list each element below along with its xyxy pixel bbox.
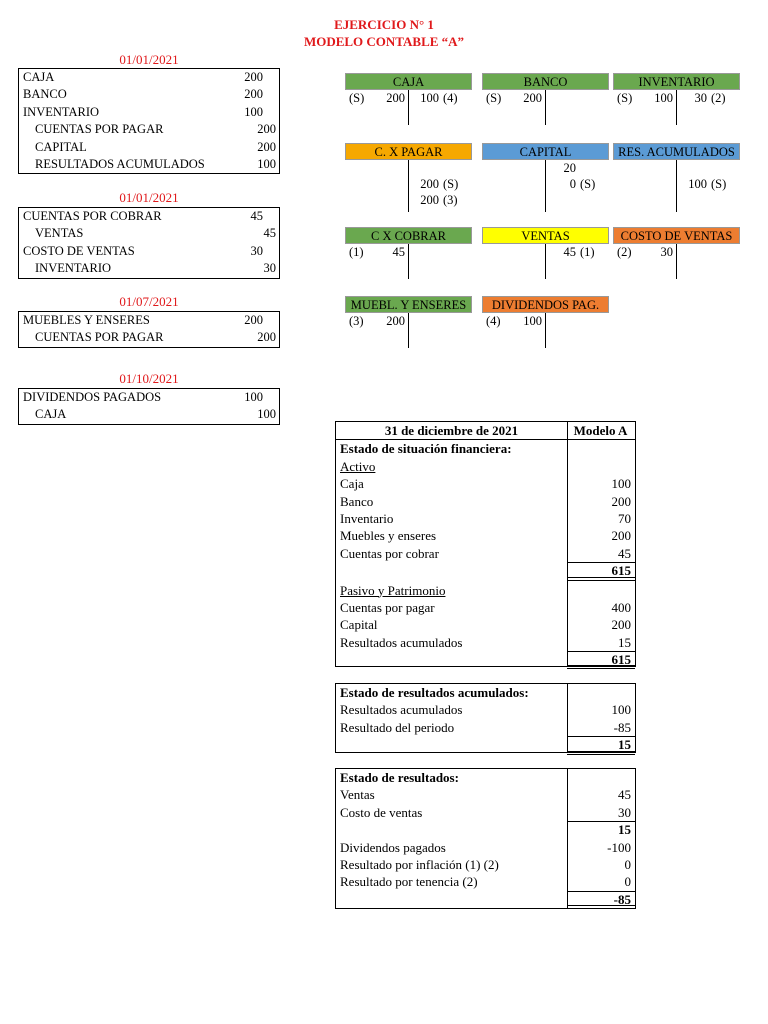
journal-credit: 200	[257, 330, 276, 345]
t-account-header: VENTAS	[482, 227, 609, 244]
t-credit-value: 20	[563, 161, 576, 175]
t-debit-value: 45	[392, 245, 405, 259]
journal-row	[19, 389, 279, 406]
journal-date-2: 01/01/2021	[119, 190, 179, 205]
balance-date: 31 de diciembre de 2021	[384, 423, 519, 438]
t-credit-value: 45	[563, 245, 576, 259]
journal-account: VENTAS	[35, 226, 84, 241]
t-account-header: BANCO	[482, 73, 609, 90]
balance-model: Modelo A	[573, 423, 628, 438]
journal-account: CAPITAL	[35, 139, 87, 154]
journal-row	[19, 104, 279, 121]
journal-account: INVENTARIO	[35, 261, 112, 276]
journal-credit: 100	[257, 407, 276, 422]
item-label: Resultado del periodo	[340, 719, 455, 735]
journal-account: MUEBLES Y ENSERES	[23, 313, 150, 327]
t-credit-value: 0	[569, 177, 576, 191]
item-label: Costo de ventas	[340, 804, 423, 820]
journal-debit: 200	[244, 87, 263, 102]
retained-heading: Estado de resultados acumulados:	[340, 685, 529, 700]
journal-account: DIVIDENDOS PAGADOS	[23, 390, 162, 404]
journal-date-3: 01/07/2021	[119, 294, 179, 309]
item-label: Banco	[340, 493, 374, 509]
journal-row	[19, 69, 279, 86]
income-total: -85	[613, 891, 631, 907]
journal-credit: 45	[263, 226, 276, 241]
t-credit-value: 200	[420, 193, 439, 207]
t-debit-value: 200	[523, 91, 542, 105]
t-credit-label: (1)	[580, 245, 595, 259]
t-credit-label: (3)	[443, 193, 458, 207]
t-debit-value: 30	[660, 245, 673, 259]
model-title: MODELO CONTABLE “A”	[303, 34, 465, 49]
assets-label: Activo	[340, 458, 376, 474]
t-credit-label: (2)	[711, 91, 726, 105]
t-account-header: CAPITAL	[482, 143, 609, 160]
retained-total: 15	[618, 737, 631, 753]
item-value: 15	[618, 634, 631, 650]
balance-sheet	[335, 421, 636, 667]
income-heading: Estado de resultados:	[340, 770, 459, 785]
t-debit-label: (3)	[349, 314, 364, 328]
item-value: 400	[611, 599, 631, 615]
t-debit-value: 100	[523, 314, 542, 328]
item-value: 0	[624, 874, 631, 890]
balance-heading: Estado de situación financiera:	[340, 441, 512, 457]
journal-account: BANCO	[23, 87, 67, 102]
list-item	[336, 616, 635, 633]
journal-debit: 200	[244, 70, 263, 84]
item-value: -85	[613, 719, 631, 735]
t-credit-value: 100	[420, 91, 439, 105]
journal-row	[19, 208, 279, 225]
income-statement	[335, 768, 636, 909]
item-label: Cuentas por pagar	[340, 599, 435, 615]
journal-row	[19, 121, 279, 138]
t-account-caja	[345, 73, 472, 125]
list-item	[336, 804, 635, 821]
item-label: Caja	[340, 476, 364, 492]
t-account-header: C. X PAGAR	[345, 143, 472, 160]
retained-earnings-statement	[335, 683, 636, 753]
journal-debit: 100	[244, 390, 263, 404]
t-account-capital	[482, 143, 609, 212]
item-value: 100	[611, 702, 631, 718]
t-account-costo-ventas	[613, 227, 740, 279]
item-value: 70	[618, 510, 631, 526]
t-debit-value: 100	[654, 91, 673, 105]
t-debit-value: 200	[386, 314, 405, 328]
t-credit-label: (S)	[711, 177, 727, 191]
t-account-dividendos	[482, 296, 609, 348]
item-label: Resultado por tenencia (2)	[340, 874, 478, 890]
item-label: Resultados acumulados	[340, 634, 463, 650]
t-account-banco	[482, 73, 609, 125]
t-debit-label: (2)	[617, 245, 632, 259]
t-account-inventario	[613, 73, 740, 125]
item-value: 45	[618, 545, 631, 561]
item-label: Capital	[340, 617, 378, 633]
journal-credit: 30	[263, 261, 276, 276]
journal-account: CAJA	[35, 407, 67, 422]
t-credit-value: 30	[694, 91, 707, 105]
t-credit-value: 200	[420, 177, 439, 191]
journal-debit: 45	[250, 209, 263, 223]
item-value: 100	[611, 476, 631, 492]
journal-entry-4	[18, 388, 280, 425]
t-account-header: CAJA	[345, 73, 472, 90]
item-label: Inventario	[340, 510, 394, 526]
journal-account: CUENTAS POR COBRAR	[23, 209, 162, 223]
journal-row	[19, 86, 279, 103]
t-account-cxcobrar	[345, 227, 472, 279]
journal-row	[19, 156, 279, 173]
t-debit-label: (1)	[349, 245, 364, 259]
t-credit-label: (S)	[580, 177, 596, 191]
item-label: Resultados acumulados	[340, 702, 463, 718]
t-debit-label: (S)	[349, 91, 365, 105]
t-credit-value: 100	[688, 177, 707, 191]
list-item	[336, 701, 635, 718]
journal-debit: 100	[244, 104, 263, 119]
journal-account: CUENTAS POR PAGAR	[35, 122, 164, 137]
t-account-muebles	[345, 296, 472, 348]
journal-row	[19, 243, 279, 260]
list-item	[336, 510, 635, 527]
t-account-res-acumulados	[613, 143, 740, 212]
journal-row	[19, 312, 279, 329]
t-account-header: DIVIDENDOS PAG.	[482, 296, 609, 313]
item-label: Resultado por inflación (1) (2)	[340, 856, 499, 872]
list-item	[336, 856, 635, 873]
journal-date-4: 01/10/2021	[119, 371, 179, 386]
t-account-header: RES. ACUMULADOS	[613, 143, 740, 160]
journal-account: CAJA	[23, 70, 55, 84]
list-item	[336, 873, 635, 890]
journal-account: COSTO DE VENTAS	[23, 243, 135, 258]
t-debit-label: (S)	[617, 91, 633, 105]
journal-credit: 200	[257, 122, 276, 137]
liabilities-total: 615	[611, 652, 631, 668]
t-credit-label: (S)	[443, 177, 459, 191]
journal-row	[19, 260, 279, 277]
item-label: Muebles y enseres	[340, 528, 437, 544]
item-label: Ventas	[340, 787, 375, 803]
t-account-header: C X COBRAR	[345, 227, 472, 244]
item-value: 45	[618, 787, 631, 803]
t-account-header: INVENTARIO	[613, 73, 740, 90]
journal-debit: 200	[244, 313, 263, 327]
journal-row	[19, 406, 279, 423]
journal-entry-1	[18, 68, 280, 174]
list-item	[336, 839, 635, 856]
journal-row	[19, 139, 279, 156]
item-value: -100	[607, 839, 631, 855]
journal-account: INVENTARIO	[23, 104, 100, 119]
item-value: 200	[611, 617, 631, 633]
t-debit-label: (S)	[486, 91, 502, 105]
journal-credit: 100	[257, 156, 276, 171]
list-item	[336, 527, 635, 544]
journal-account: RESULTADOS ACUMULADOS	[35, 156, 205, 171]
t-account-header: COSTO DE VENTAS	[613, 227, 740, 244]
journal-account: CUENTAS POR PAGAR	[35, 330, 164, 345]
t-account-cxpagar	[345, 143, 472, 212]
list-item	[336, 599, 635, 616]
list-item	[336, 493, 635, 510]
item-value: 200	[611, 528, 631, 544]
income-subtotal: 15	[618, 822, 631, 838]
t-account-ventas	[482, 227, 609, 279]
liabilities-label: Pasivo y Patrimonio	[340, 582, 446, 598]
t-account-header: MUEBL. Y ENSERES	[345, 296, 472, 313]
journal-debit: 30	[250, 243, 263, 258]
journal-date-1: 01/01/2021	[119, 52, 179, 67]
journal-entry-3	[18, 311, 280, 348]
exercise-title: EJERCICIO N° 1	[334, 17, 434, 32]
item-label: Dividendos pagados	[340, 839, 446, 855]
assets-total: 615	[611, 563, 631, 579]
item-value: 0	[624, 856, 631, 872]
t-credit-label: (4)	[443, 91, 458, 105]
journal-row	[19, 225, 279, 242]
balance-header	[336, 422, 635, 440]
list-item	[336, 475, 635, 492]
item-label: Cuentas por cobrar	[340, 545, 439, 561]
t-debit-label: (4)	[486, 314, 501, 328]
list-item	[336, 719, 635, 736]
t-debit-value: 200	[386, 91, 405, 105]
list-item	[336, 634, 635, 651]
item-value: 30	[618, 804, 631, 820]
journal-row	[19, 329, 279, 346]
list-item	[336, 786, 635, 803]
item-value: 200	[611, 493, 631, 509]
journal-entry-2	[18, 207, 280, 279]
list-item	[336, 545, 635, 562]
journal-credit: 200	[257, 139, 276, 154]
